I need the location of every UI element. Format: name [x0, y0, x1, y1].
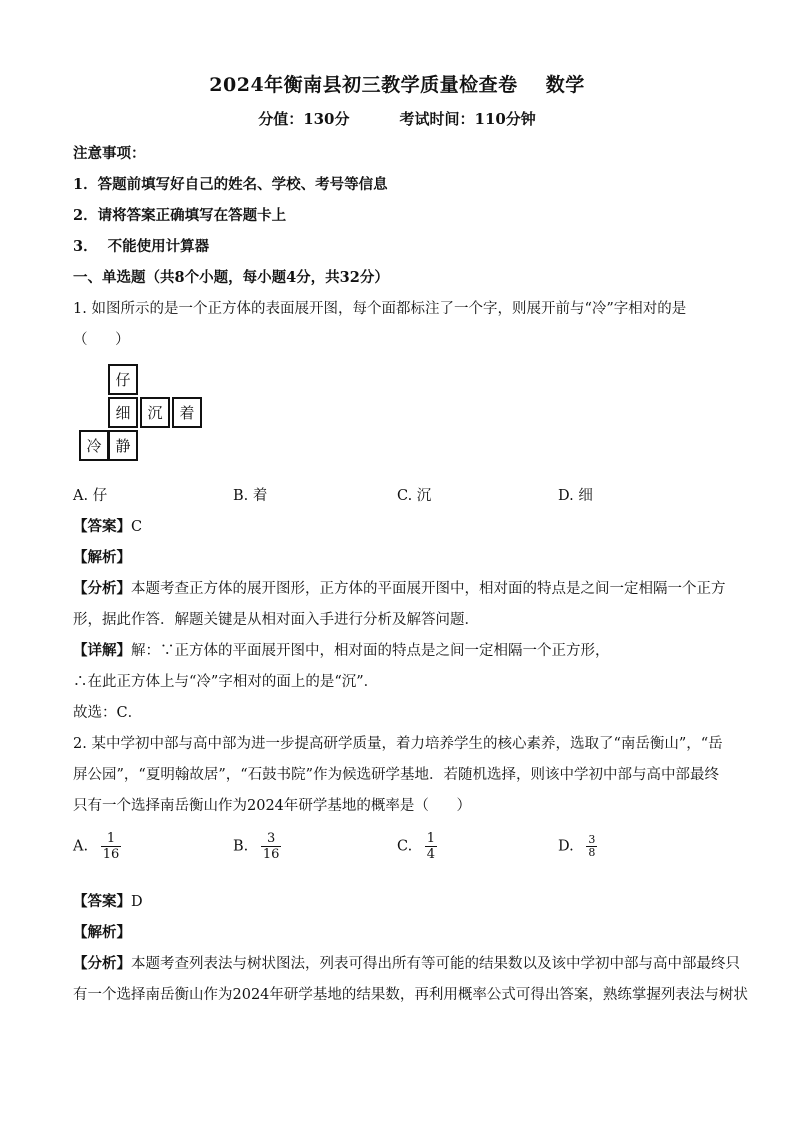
q2-stem-line2: 屏公园”，“夏明翰故居”，“石鼓书院”作为候选研学基地．若随机选择，则该中学初中部与高中部最终 [73, 767, 720, 783]
net-cell-xi: 细 [108, 397, 138, 428]
q2-fenxi-text1: 本题考查列表法与树状图法，列表可得出所有等可能的结果数以及该中学初中部与高中部最终只 [131, 956, 740, 972]
q2-option-d-num: 3 [588, 833, 596, 846]
q2-option-a-num: 1 [101, 831, 122, 847]
q2-option-c-fraction [425, 831, 437, 862]
q2-option-c-num: 1 [426, 831, 436, 846]
q1-fenxi-line2: 形，据此作答．解题关键是从相对面入手进行分析及解答问题． [73, 612, 479, 628]
exam-title-text: 2024年衡南县初三教学质量检查卷 [209, 74, 518, 96]
q2-option-b-fraction [261, 831, 282, 862]
q2-analysis-tag: 【解析】 [73, 924, 131, 941]
q2-option-a-den: 16 [102, 847, 120, 862]
q2-fenxi-line2: 有一个选择南岳衡山作为2024年研学基地的结果数，再利用概率公式可得出答案，熟练掌握列表法与树状 [73, 987, 748, 1003]
q1-option-b [233, 484, 267, 505]
exam-score: 分值：130分 [258, 110, 350, 128]
q2-option-b [233, 831, 281, 862]
section-heading: 一、单选题（共8个小题，每小题4分，共32分） [73, 269, 389, 286]
q2-option-a-label: A. [73, 838, 89, 855]
q2-option-c [397, 831, 437, 862]
q2-option-a-fraction [101, 831, 122, 862]
net-cell-zhuo: 着 [172, 397, 202, 428]
q1-stem-line2: （ ） [73, 332, 130, 348]
q2-answer-tag: 【答案】 [73, 893, 131, 910]
q1-analysis-tag: 【解析】 [73, 549, 131, 566]
q2-fenxi-line1 [73, 952, 740, 973]
net-cell-leng: 冷 [79, 430, 109, 461]
q1-fenxi-tag: 【分析】 [73, 580, 131, 597]
q1-option-b-text: 着 [252, 488, 268, 504]
q1-option-d-text: 细 [578, 488, 593, 504]
q1-option-d [558, 484, 593, 505]
q2-stem-line3: 只有一个选择南岳衡山作为2024年研学基地的概率是（ ） [73, 798, 472, 814]
q1-stem-line1: 1. 如图所示的是一个正方体的表面展开图，每个面都标注了一个字，则展开前与“冷”字相对的是 [73, 301, 687, 317]
exam-time: 考试时间：110分钟 [399, 110, 536, 128]
note-item-1: 1．答题前填写好自己的姓名、学校、考号等信息 [73, 176, 388, 193]
q1-answer-value: C [131, 519, 143, 535]
q2-answer-value: D [131, 894, 143, 910]
q1-fenxi-text1: 本题考查正方体的展开图形，正方体的平面展开图中，相对面的特点是之间一定相隔一个正方 [131, 581, 726, 597]
q1-option-c [397, 484, 431, 505]
q2-option-b-den: 16 [262, 847, 280, 862]
q1-answer-tag: 【答案】 [73, 518, 131, 535]
q1-option-d-label: D. [558, 488, 574, 504]
exam-title [0, 70, 794, 97]
q1-option-a-text: 仔 [92, 488, 108, 504]
note-item-3: 3． 不能使用计算器 [73, 238, 210, 255]
q2-option-c-label: C. [397, 838, 413, 855]
q1-option-a-label: A. [73, 488, 89, 504]
q1-xiangjie-line2: ∴在此正方体上与“冷”字相对的面上的是“沉”． [73, 674, 379, 690]
net-cell-zai: 仔 [108, 364, 138, 395]
q1-option-c-label: C. [397, 488, 413, 504]
net-cell-jing: 静 [108, 430, 138, 461]
cube-net-diagram [79, 364, 203, 464]
net-cell-chen: 沉 [140, 397, 170, 428]
notes-heading: 注意事项： [73, 145, 146, 162]
q1-option-c-text: 沉 [416, 488, 432, 504]
q1-xiangjie-text1: 解：∵正方体的平面展开图中，相对面的特点是之间一定相隔一个正方形， [131, 643, 610, 659]
q2-stem-line1: 2. 某中学初中部与高中部为进一步提高研学质量，着力培养学生的核心素养，选取了“南岳衡山”，“岳 [73, 736, 723, 752]
exam-subject: 数学 [545, 74, 585, 96]
q1-option-a [73, 484, 107, 505]
q2-option-d-den: 8 [588, 846, 596, 859]
q2-option-b-label: B. [233, 838, 249, 855]
q1-fenxi-line1 [73, 577, 726, 598]
q1-xiangjie-line1 [73, 639, 610, 660]
q2-answer [73, 890, 143, 911]
note-item-2: 2．请将答案正确填写在答题卡上 [73, 207, 287, 224]
q2-fenxi-tag: 【分析】 [73, 955, 131, 972]
q2-option-d-fraction [586, 834, 597, 859]
q2-option-b-num: 3 [261, 831, 282, 847]
q2-option-a [73, 831, 121, 862]
q1-option-b-label: B. [233, 488, 249, 504]
exam-meta [0, 108, 794, 129]
q1-answer [73, 515, 142, 536]
q1-xiangjie-tag: 【详解】 [73, 642, 131, 659]
q1-choose: 故选：C． [73, 705, 143, 721]
q2-option-d-label: D. [558, 838, 574, 855]
q2-option-d [558, 834, 597, 859]
q2-option-c-den: 4 [426, 847, 436, 862]
